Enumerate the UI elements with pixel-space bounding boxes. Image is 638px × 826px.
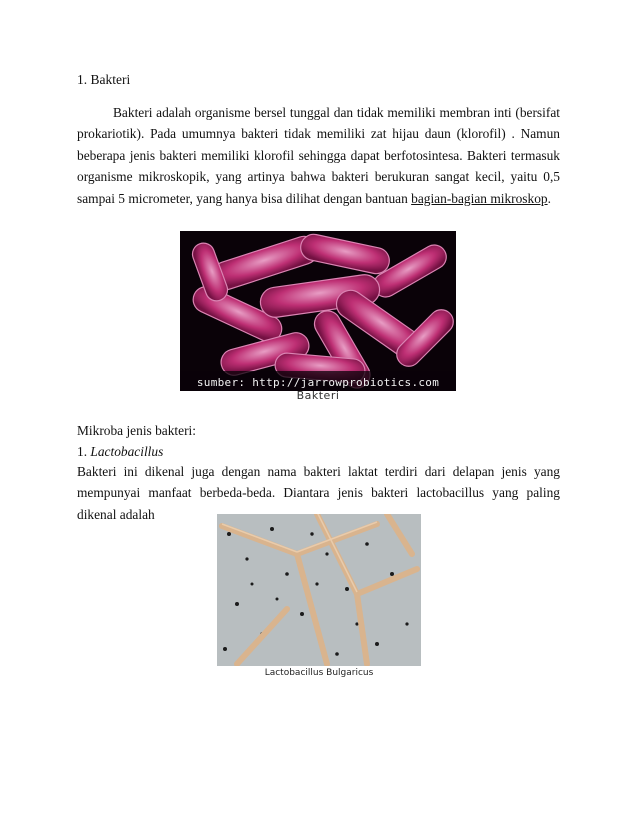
species-name: Lactobacillus xyxy=(90,444,164,459)
bacteria-image xyxy=(180,231,456,391)
image-source-text: sumber: http://jarrowprobiotics.com xyxy=(196,376,440,389)
list-item-lactobacillus xyxy=(77,444,163,460)
subheading: Mikroba jenis bakteri: xyxy=(77,423,196,438)
paragraph-end: . xyxy=(547,190,551,206)
section-heading: 1. Bakteri xyxy=(77,72,131,87)
lactobacillus-paragraph: Bakteri ini dikenal juga dengan nama bakteri laktat terdiri dari delapan jenis yang mempunyai manfaat berbeda-beda. Diantara jenis bakteri lactobacillus yang paling dikenal adalah xyxy=(77,464,560,522)
figure-caption-bakteri: Bakteri xyxy=(296,389,340,402)
list-number: 1. xyxy=(77,444,91,459)
figure-caption-lactobacillus: Lactobacillus Bulgaricus xyxy=(264,668,374,678)
lactobacillus-illustration xyxy=(217,514,421,666)
paragraph-text: Bakteri adalah organisme bersel tunggal dan tidak memiliki membran inti (bersifat prokariotik). Pada umumnya bakteri tidak memiliki zat hijau daun (klorofil) . Namun beberapa jenis bakteri memiliki klorofil sehingga dapat berfotosintesa. Bakteri termasuk organisme mikroskopik, yang artinya bahwa bakteri berukuran sangat kecil, yaitu 0,5 sampai 5 micrometer, yang hanya bisa dilihat dengan bantuan xyxy=(77,105,560,206)
microscope-link[interactable]: bagian-bagian mikroskop xyxy=(411,190,548,206)
intro-paragraph xyxy=(77,102,560,209)
lactobacillus-image xyxy=(217,514,421,666)
bacteria-illustration xyxy=(180,231,456,391)
